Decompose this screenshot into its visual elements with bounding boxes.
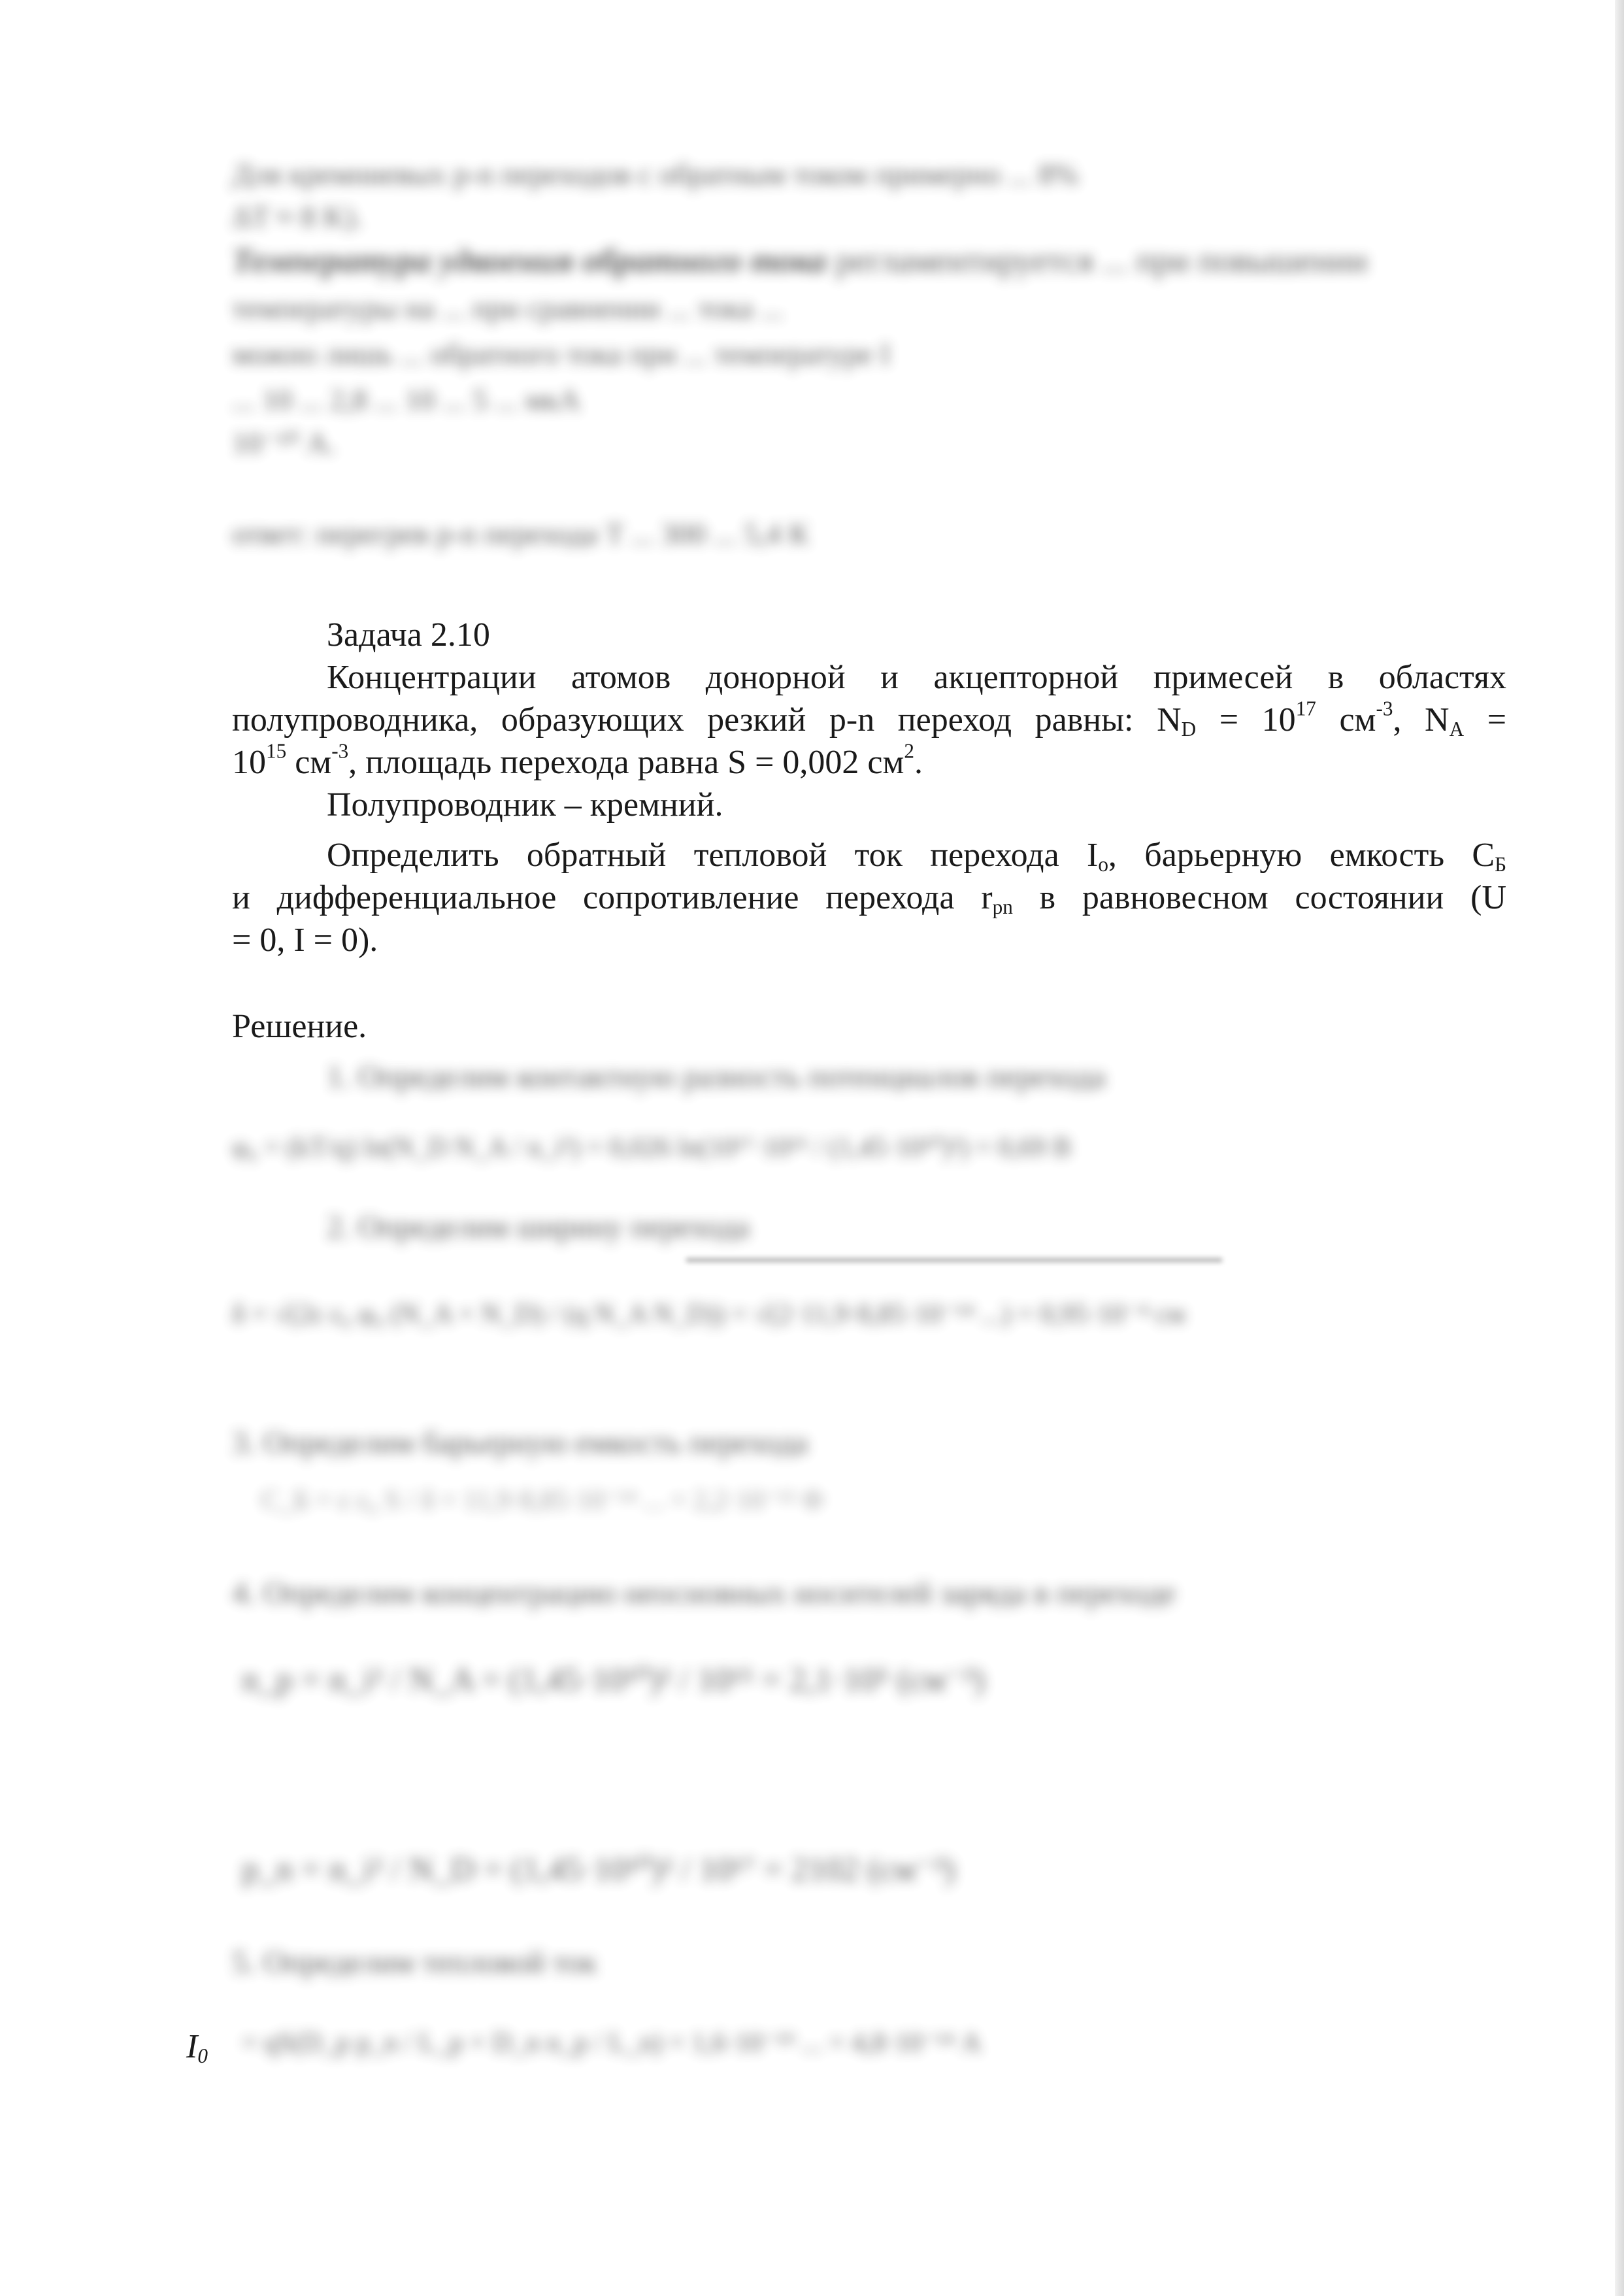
problem-material: Полупроводник – кремний. <box>327 786 723 824</box>
blurred-text-line: температуры на ... при сравнении ... тока ... <box>232 291 784 325</box>
problem-task-line: = 0, I = 0). <box>232 922 378 959</box>
problem-paragraph-line: Концентрации атомов донорной и акцепторной примесей в областях <box>327 659 1506 696</box>
problem-task-line: Определить обратный тепловой ток перехода $I_o$, барьерную емкость $C_Б$ <box>327 837 1506 876</box>
blurred-text-segment: регламентируется ... при повышении <box>835 242 1368 280</box>
blurred-solution-step: 1. Определим контактную разность потенциалов перехода <box>327 1059 1106 1094</box>
page-edge <box>1615 0 1624 2296</box>
blurred-text-line: ΔT ≈ 8 K). <box>232 200 363 233</box>
problem-title: Задача 2.10 <box>327 616 490 654</box>
blurred-formula: = qS(D_p p_n / L_p + D_n n_p / L_n) = 1,6·10⁻¹⁹ ... = 4,8·10⁻¹⁴ А <box>242 2028 982 2058</box>
blurred-text-line: можно лишь ... обратного тока при ... температуре I <box>232 337 891 371</box>
blurred-text-line <box>232 242 1368 280</box>
problem-paragraph-line: полупроводника, образующих резкий p-n переход равны: $N_D = 10^{17}$ $см^{-3}$, $N_A$ = <box>232 697 1507 740</box>
blurred-solution-step: 4. Определим концентрацию неосновных носителей заряда в переходе <box>232 1576 1176 1610</box>
blurred-formula: δ = √(2ε ε₀ φ₀ (N_A + N_D) / (q N_A N_D)) = √(2·11,9·8,85·10⁻¹⁴ ...) = 0,95·10⁻⁴ см <box>232 1299 1185 1329</box>
blurred-answer-line: ответ: перегрев p-n перехода T ... 300 ... 5,4 К <box>232 517 809 550</box>
problem-paragraph-line: $10^{15}$ $см^{-3}$, площадь перехода равна S = 0,002 $см^2$. <box>232 739 923 781</box>
problem-task-line: и дифференциальное сопротивление перехода $r_{pn}$ в равновесном состоянии (U <box>232 879 1506 918</box>
blurred-solution-step: 5. Определим тепловой ток <box>232 1945 597 1980</box>
blurred-formula: φ₀ = (kT/q) ln(N_D N_A / n_i²) = 0,026 ln(10¹⁷·10¹⁵ / (1,45·10¹⁰)²) = 0,69 В <box>232 1133 1072 1163</box>
blurred-text-line: Для кремниевых p-n переходов с обратным током примерно ... 8% <box>232 158 1079 191</box>
blurred-solution-step: 3. Определим барьерную емкость перехода <box>232 1425 808 1460</box>
blurred-formula: n_p = n_i² / N_A = (1,45·10¹⁰)² / 10¹⁵ = 2,1·10⁵ (см⁻³) <box>242 1661 985 1699</box>
current-symbol: $I_0$ <box>186 2028 208 2067</box>
blurred-formula: p_n = n_i² / N_D = (1,45·10¹⁰)² / 10¹⁷ = 2102 (см⁻³) <box>242 1851 955 1888</box>
blurred-text-line: ... 10 ... 2,8 ... 10 ... 5 ... мкА <box>232 383 581 416</box>
fraction-bar <box>686 1258 1222 1262</box>
blurred-formula: C_Б = ε ε₀ S / δ = 11,9·8,85·10⁻¹⁴ ... = 2,2·10⁻¹² Ф <box>261 1486 824 1516</box>
solution-heading: Решение. <box>232 1008 367 1045</box>
blurred-text-line: 10⁻¹⁰ А. <box>232 426 336 459</box>
blurred-bold-term: Температура удвоения обратного тока <box>232 242 827 280</box>
blurred-solution-step: 2. Определим ширину перехода <box>327 1210 750 1244</box>
